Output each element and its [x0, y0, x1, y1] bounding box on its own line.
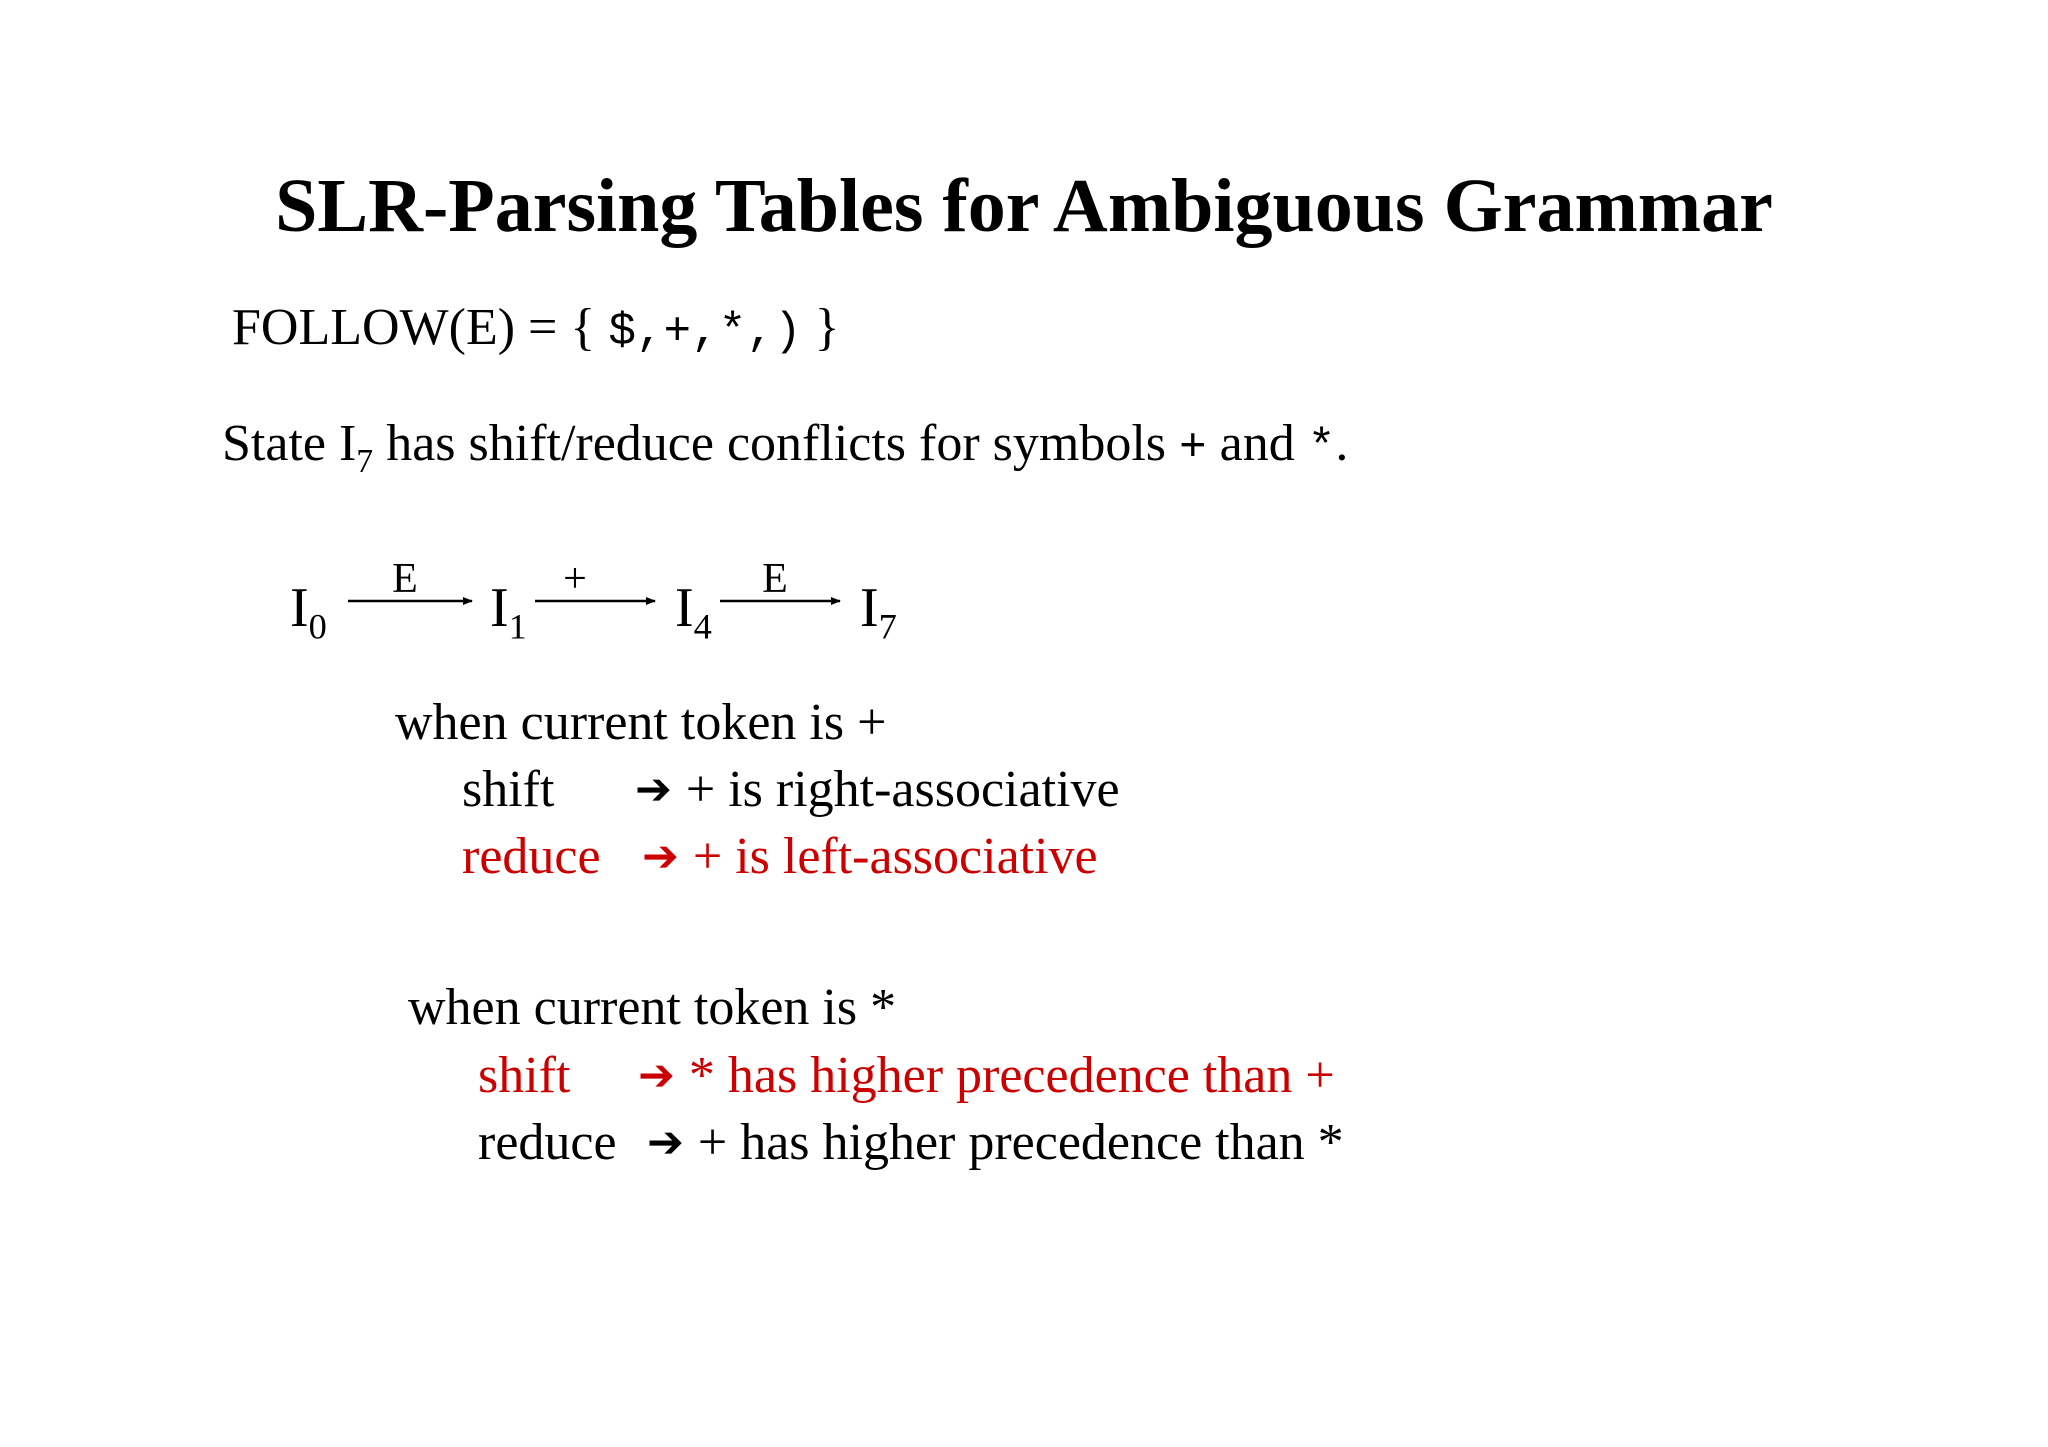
state-node-i7: $I_7$: [860, 577, 897, 647]
state-sub: 7: [356, 442, 374, 480]
plus-shift-line: [462, 761, 1120, 818]
edge-label-e-2: E: [762, 556, 788, 602]
state-node-i0: $I_0$: [290, 577, 327, 647]
edge-label-e-1: E: [392, 556, 418, 602]
plus-shift-label: shift: [462, 761, 555, 818]
star-case-heading: when current token is *: [408, 979, 897, 1036]
conflict-statement: [222, 415, 1349, 480]
symbol-star: *: [1307, 422, 1336, 474]
symbol-plus: +: [1179, 422, 1207, 474]
plus-reduce-label: reduce: [462, 828, 601, 885]
follow-set-line: [232, 299, 840, 358]
follow-lead: FOLLOW(E) = {: [232, 299, 609, 356]
star-shift-result: * has higher precedence than +: [688, 1047, 1335, 1104]
page-title: SLR-Parsing Tables for Ambiguous Grammar: [275, 164, 1773, 248]
right-arrow-icon: ➔: [642, 831, 679, 882]
follow-tail: }: [801, 299, 840, 356]
star-reduce-result: + has higher precedence than *: [697, 1114, 1344, 1171]
plus-reduce-line: [462, 828, 1098, 885]
state-node-i4: $I_4$: [675, 577, 712, 647]
star-shift-label: shift: [478, 1047, 571, 1104]
right-arrow-icon: ➔: [638, 1050, 675, 1101]
plus-shift-result: + is right-associative: [685, 761, 1120, 818]
star-reduce-label: reduce: [478, 1114, 617, 1171]
follow-symbols: $,+,*,): [608, 306, 802, 358]
plus-reduce-result: + is left-associative: [692, 828, 1098, 885]
right-arrow-icon: ➔: [647, 1117, 684, 1168]
plus-case-heading: when current token is +: [395, 694, 887, 751]
edge-label-plus: +: [563, 556, 587, 602]
star-reduce-line: [478, 1114, 1344, 1171]
right-arrow-icon: ➔: [635, 764, 672, 815]
state-mid: has shift/reduce conflicts for symbols: [373, 415, 1180, 472]
state-end: .: [1335, 415, 1349, 472]
star-shift-line: [478, 1047, 1335, 1104]
state-pre: State I: [222, 415, 357, 472]
state-and: and: [1206, 415, 1308, 472]
state-node-i1: $I_1$: [490, 577, 527, 647]
